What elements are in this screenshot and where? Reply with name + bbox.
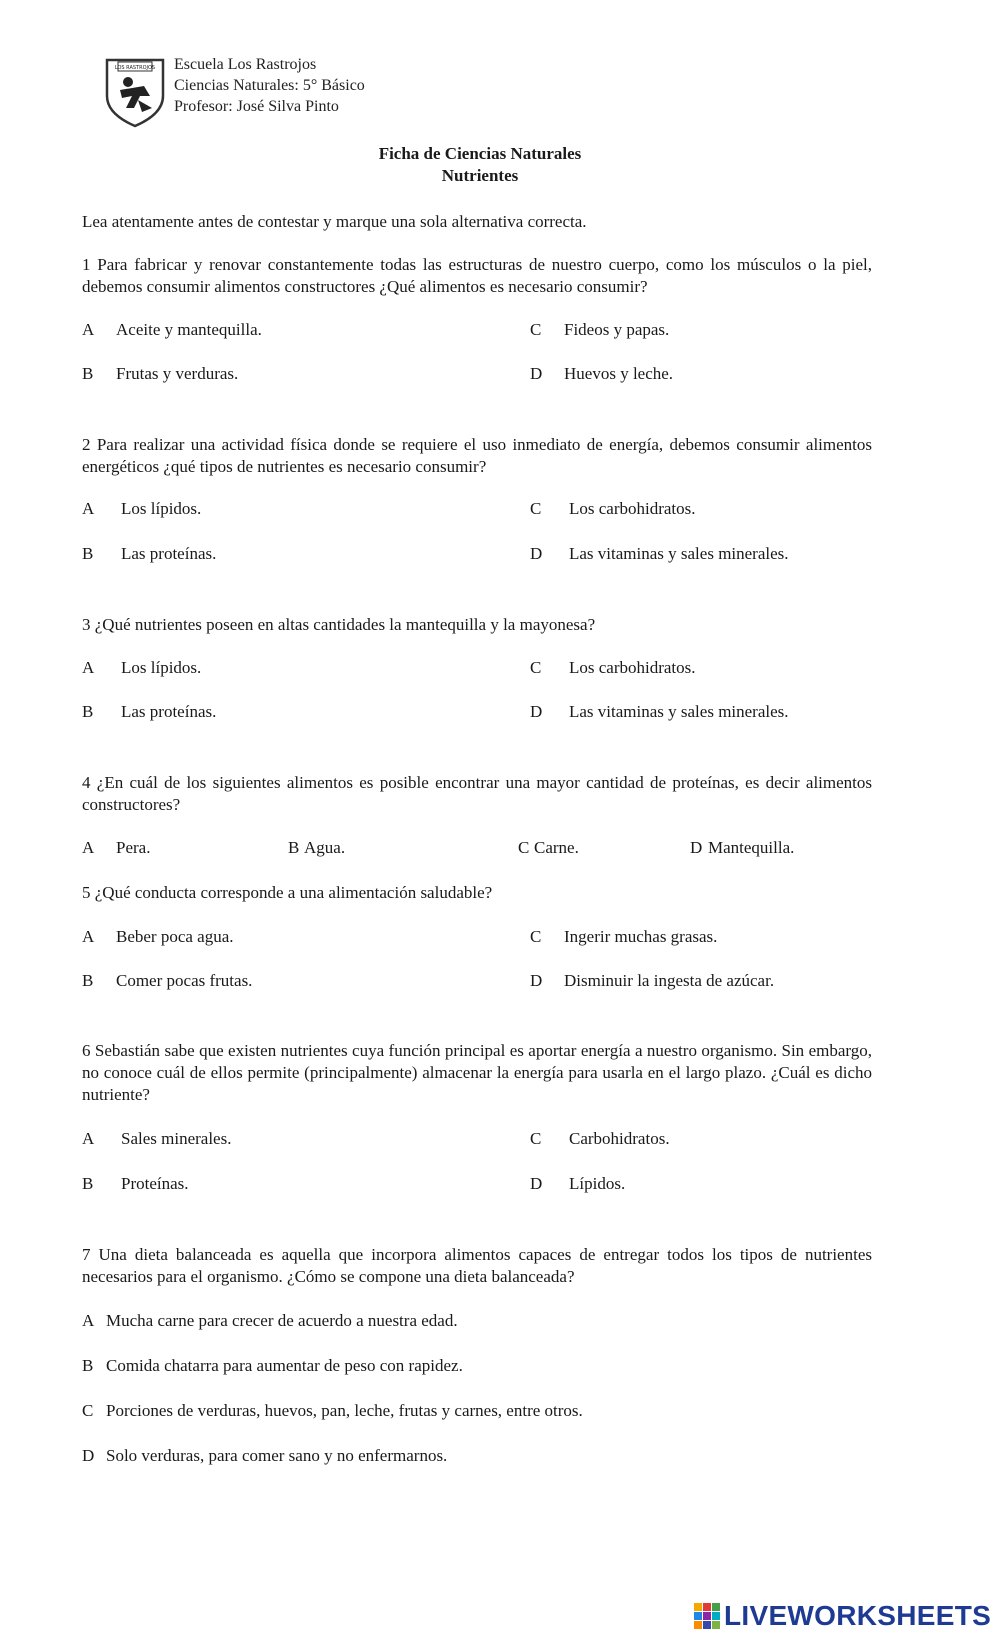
worksheet-title: Ficha de Ciencias Naturales <box>378 144 582 163</box>
question-3: 3 ¿Qué nutrientes poseen en altas cantidades la mantequilla y la mayonesa? <box>82 615 596 634</box>
q6-option-b[interactable]: B Proteínas. <box>82 1174 189 1193</box>
school-name: Escuela Los Rastrojos <box>174 56 317 73</box>
instructions: Lea atentamente antes de contestar y marque una sola alternativa correcta. <box>82 212 587 231</box>
liveworksheets-icon <box>694 1603 720 1629</box>
q2-option-d[interactable]: D Las vitaminas y sales minerales. <box>530 544 789 563</box>
q1-option-a[interactable]: A Aceite y mantequilla. <box>82 320 262 339</box>
school-logo <box>104 56 166 128</box>
q3-option-c[interactable]: C Los carbohidratos. <box>530 658 696 677</box>
q6-option-c[interactable]: C Carbohidratos. <box>530 1129 670 1148</box>
q3-option-b[interactable]: B Las proteínas. <box>82 702 217 721</box>
q4-option-b[interactable]: B Agua. <box>288 838 346 857</box>
teacher-name: Profesor: José Silva Pinto <box>174 98 339 115</box>
q5-option-d[interactable]: D Disminuir la ingesta de azúcar. <box>530 971 775 990</box>
q3-option-d[interactable]: D Las vitaminas y sales minerales. <box>530 702 789 721</box>
q7-option-d[interactable]: D Solo verduras, para comer sano y no enfermarnos. <box>82 1446 448 1465</box>
worksheet-subtitle: Nutrientes <box>441 166 519 185</box>
question-6: 6 Sebastián sabe que existen nutrientes cuya función principal es aportar energía a nuestro organismo. Sin embargo, no conoce cuál de ellos permite (principalmente) almacenar la energía para usarla en el largo plazo. ¿Cuál es dicho nutriente? <box>82 1041 872 1104</box>
question-1: 1 Para fabricar y renovar constantemente todas las estructuras de nuestro cuerpo, como los músculos o la piel, debemos consumir alimentos constructores ¿Qué alimentos es necesario consumir? <box>82 255 872 296</box>
liveworksheets-logo[interactable] <box>694 1600 991 1632</box>
q7-option-a[interactable]: A Mucha carne para crecer de acuerdo a nuestra edad. <box>82 1311 458 1330</box>
q5-option-b[interactable]: B Comer pocas frutas. <box>82 971 253 990</box>
question-5: 5 ¿Qué conducta corresponde a una alimentación saludable? <box>82 883 493 902</box>
q1-option-d[interactable]: D Huevos y leche. <box>530 364 674 383</box>
q4-option-a[interactable]: A Pera. <box>82 838 151 857</box>
q7-option-b[interactable]: B Comida chatarra para aumentar de peso con rapidez. <box>82 1356 463 1375</box>
question-4: 4 ¿En cuál de los siguientes alimentos es posible encontrar una mayor cantidad de proteínas, es decir alimentos constructores? <box>82 773 872 814</box>
q4-option-c[interactable]: C Carne. <box>518 838 579 857</box>
q2-option-c[interactable]: C Los carbohidratos. <box>530 499 696 518</box>
q2-option-a[interactable]: A Los lípidos. <box>82 499 202 518</box>
q7-option-c[interactable]: C Porciones de verduras, huevos, pan, leche, frutas y carnes, entre otros. <box>82 1401 583 1420</box>
course-name: Ciencias Naturales: 5° Básico <box>174 77 365 94</box>
question-2: 2 Para realizar una actividad física donde se requiere el uso inmediato de energía, debemos consumir alimentos energéticos ¿qué tipos de nutrientes es necesario consumir? <box>82 435 872 476</box>
q2-option-b[interactable]: B Las proteínas. <box>82 544 217 563</box>
q1-option-b[interactable]: B Frutas y verduras. <box>82 364 239 383</box>
q1-option-c[interactable]: C Fideos y papas. <box>530 320 670 339</box>
q6-option-d[interactable]: D Lípidos. <box>530 1174 626 1193</box>
q6-option-a[interactable]: A Sales minerales. <box>82 1129 232 1148</box>
svg-text:LOS RASTROJOS: LOS RASTROJOS <box>114 65 156 71</box>
q3-option-a[interactable]: A Los lípidos. <box>82 658 202 677</box>
q5-option-c[interactable]: C Ingerir muchas grasas. <box>530 927 718 946</box>
question-7: 7 Una dieta balanceada es aquella que incorpora alimentos capaces de entregar todos los tipos de nutrientes necesarios para el organismo. ¿Cómo se compone una dieta balanceada? <box>82 1245 872 1286</box>
q5-option-a[interactable]: A Beber poca agua. <box>82 927 234 946</box>
q4-option-d[interactable]: D Mantequilla. <box>690 838 795 857</box>
liveworksheets-wordmark: LIVEWORKSHEETS <box>724 1600 992 1631</box>
